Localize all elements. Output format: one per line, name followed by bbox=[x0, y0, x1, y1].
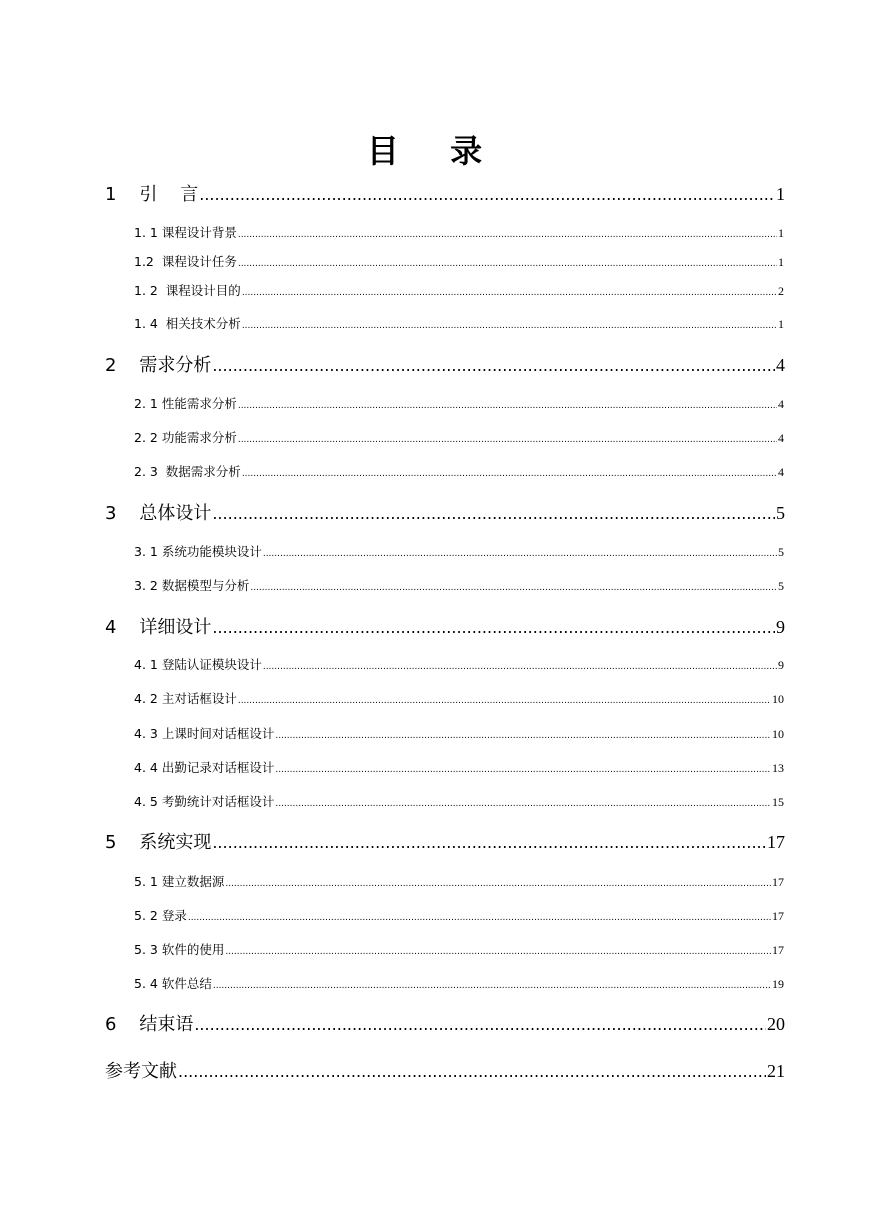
toc-entry-section-4-3[interactable] bbox=[134, 724, 784, 742]
toc-page-number: 15 bbox=[772, 795, 784, 809]
toc-entry-chapter-4[interactable] bbox=[105, 613, 785, 639]
toc-entry-chapter-5[interactable] bbox=[105, 828, 785, 854]
toc-entry-label: 3 总体设计 bbox=[105, 503, 212, 524]
toc-leader-dots bbox=[238, 401, 777, 411]
toc-entry-section-1-2b[interactable] bbox=[134, 281, 784, 299]
toc-leader-dots bbox=[263, 662, 777, 672]
toc-leader-dots bbox=[238, 230, 777, 240]
toc-page-number: 4 bbox=[776, 355, 785, 375]
toc-page-number: 17 bbox=[772, 875, 784, 889]
toc-page-number: 10 bbox=[772, 727, 784, 741]
toc-entry-section-2-2[interactable] bbox=[134, 428, 784, 446]
toc-entry-label: 3. 1 系统功能模块设计 bbox=[134, 544, 262, 559]
toc-page-number: 5 bbox=[778, 545, 784, 559]
toc-leader-dots bbox=[242, 288, 777, 298]
page-title: 目 录 bbox=[366, 132, 503, 170]
toc-leader-dots bbox=[242, 469, 777, 479]
toc-page-number: 4 bbox=[778, 397, 784, 411]
toc-leader-dots bbox=[275, 799, 771, 809]
toc-page-number: 9 bbox=[778, 658, 784, 672]
toc-entry-section-4-4[interactable] bbox=[134, 758, 784, 776]
toc-entry-section-5-2[interactable] bbox=[134, 906, 784, 924]
toc-entry-section-2-1[interactable] bbox=[134, 394, 784, 412]
toc-leader-dots bbox=[263, 549, 777, 559]
toc-entry-label: 4. 4 出勤记录对话框设计 bbox=[134, 760, 275, 775]
toc-page-number: 17 bbox=[767, 832, 785, 852]
toc-entry-label: 参考文献 bbox=[105, 1061, 177, 1082]
toc-page-number: 1 bbox=[778, 317, 784, 331]
toc-leader-dots bbox=[225, 879, 771, 889]
toc-entry-label: 3. 2 数据模型与分析 bbox=[134, 578, 250, 593]
toc-page-number: 20 bbox=[767, 1014, 785, 1034]
toc-page-number: 5 bbox=[778, 579, 784, 593]
toc-leader-dots bbox=[242, 321, 777, 331]
toc-entry-label: 1. 4 相关技术分析 bbox=[134, 316, 241, 331]
toc-leader-dots bbox=[194, 1015, 766, 1034]
toc-entry-label: 4. 1 登陆认证模块设计 bbox=[134, 657, 262, 672]
toc-page-number: 1 bbox=[778, 226, 784, 240]
toc-entry-section-1-4[interactable] bbox=[134, 314, 784, 332]
toc-page-number: 4 bbox=[778, 465, 784, 479]
toc-entry-label: 4. 3 上课时间对话框设计 bbox=[134, 726, 275, 741]
toc-entry-section-4-5[interactable] bbox=[134, 792, 784, 810]
toc-leader-dots bbox=[225, 947, 771, 957]
toc-entry-section-2-3[interactable] bbox=[134, 462, 784, 480]
toc-leader-dots bbox=[212, 504, 775, 523]
toc-entry-label: 1. 2 课程设计目的 bbox=[134, 283, 241, 298]
toc-page-number: 1 bbox=[776, 184, 785, 204]
toc-entry-section-5-4[interactable] bbox=[134, 974, 784, 992]
toc-entry-label: 6 结束语 bbox=[105, 1014, 194, 1035]
toc-entry-label: 1. 1 课程设计背景 bbox=[134, 225, 237, 240]
toc-entry-section-4-2[interactable] bbox=[134, 689, 784, 707]
toc-page-number: 4 bbox=[778, 431, 784, 445]
toc-page-number: 1 bbox=[778, 255, 784, 269]
toc-page-number: 19 bbox=[772, 977, 784, 991]
toc-entry-references[interactable] bbox=[105, 1057, 785, 1083]
toc-leader-dots bbox=[250, 583, 777, 593]
toc-entry-label: 2. 3 数据需求分析 bbox=[134, 464, 241, 479]
toc-entry-label: 5. 2 登录 bbox=[134, 908, 187, 923]
toc-entry-label: 5 系统实现 bbox=[105, 832, 212, 853]
toc-leader-dots bbox=[213, 981, 771, 991]
toc-entry-label: 1 引 言 bbox=[105, 184, 199, 205]
toc-entry-section-3-2[interactable] bbox=[134, 576, 784, 594]
toc-page-number: 9 bbox=[776, 617, 785, 637]
toc-entry-section-3-1[interactable] bbox=[134, 542, 784, 560]
toc-leader-dots bbox=[275, 731, 771, 741]
toc-page-number: 13 bbox=[772, 761, 784, 775]
toc-entry-chapter-6[interactable] bbox=[105, 1010, 785, 1036]
toc-leader-dots bbox=[212, 833, 766, 852]
toc-entry-chapter-1[interactable] bbox=[105, 180, 785, 206]
toc-leader-dots bbox=[178, 1062, 766, 1081]
toc-entry-label: 5. 3 软件的使用 bbox=[134, 942, 225, 957]
toc-page-number: 2 bbox=[778, 284, 784, 298]
toc-page-number: 17 bbox=[772, 909, 784, 923]
toc-entry-label: 1.2 课程设计任务 bbox=[134, 254, 237, 269]
toc-entry-label: 4 详细设计 bbox=[105, 617, 212, 638]
toc-page-number: 5 bbox=[776, 503, 785, 523]
toc-entry-section-5-3[interactable] bbox=[134, 940, 784, 958]
toc-leader-dots bbox=[238, 259, 777, 269]
toc-leader-dots bbox=[238, 435, 777, 445]
toc-entry-label: 4. 5 考勤统计对话框设计 bbox=[134, 794, 275, 809]
toc-entry-label: 5. 1 建立数据源 bbox=[134, 874, 225, 889]
toc-leader-dots bbox=[212, 356, 775, 375]
toc-entry-chapter-3[interactable] bbox=[105, 499, 785, 525]
toc-entry-section-1-1[interactable] bbox=[134, 223, 784, 241]
toc-leader-dots bbox=[275, 765, 771, 775]
toc-page-number: 17 bbox=[772, 943, 784, 957]
toc-entry-label: 2 需求分析 bbox=[105, 355, 212, 376]
toc-leader-dots bbox=[238, 696, 771, 706]
toc-entry-label: 2. 2 功能需求分析 bbox=[134, 430, 237, 445]
toc-leader-dots bbox=[212, 618, 775, 637]
toc-leader-dots bbox=[188, 913, 771, 923]
toc-leader-dots bbox=[199, 185, 775, 204]
toc-entry-section-4-1[interactable] bbox=[134, 655, 784, 673]
toc-entry-chapter-2[interactable] bbox=[105, 351, 785, 377]
toc-page-number: 21 bbox=[767, 1061, 785, 1081]
toc-entry-section-5-1[interactable] bbox=[134, 872, 784, 890]
toc-entry-label: 4. 2 主对话框设计 bbox=[134, 691, 237, 706]
toc-page-number: 10 bbox=[772, 692, 784, 706]
toc-entry-label: 5. 4 软件总结 bbox=[134, 976, 212, 991]
toc-entry-label: 2. 1 性能需求分析 bbox=[134, 396, 237, 411]
toc-entry-section-1-2[interactable] bbox=[134, 252, 784, 270]
